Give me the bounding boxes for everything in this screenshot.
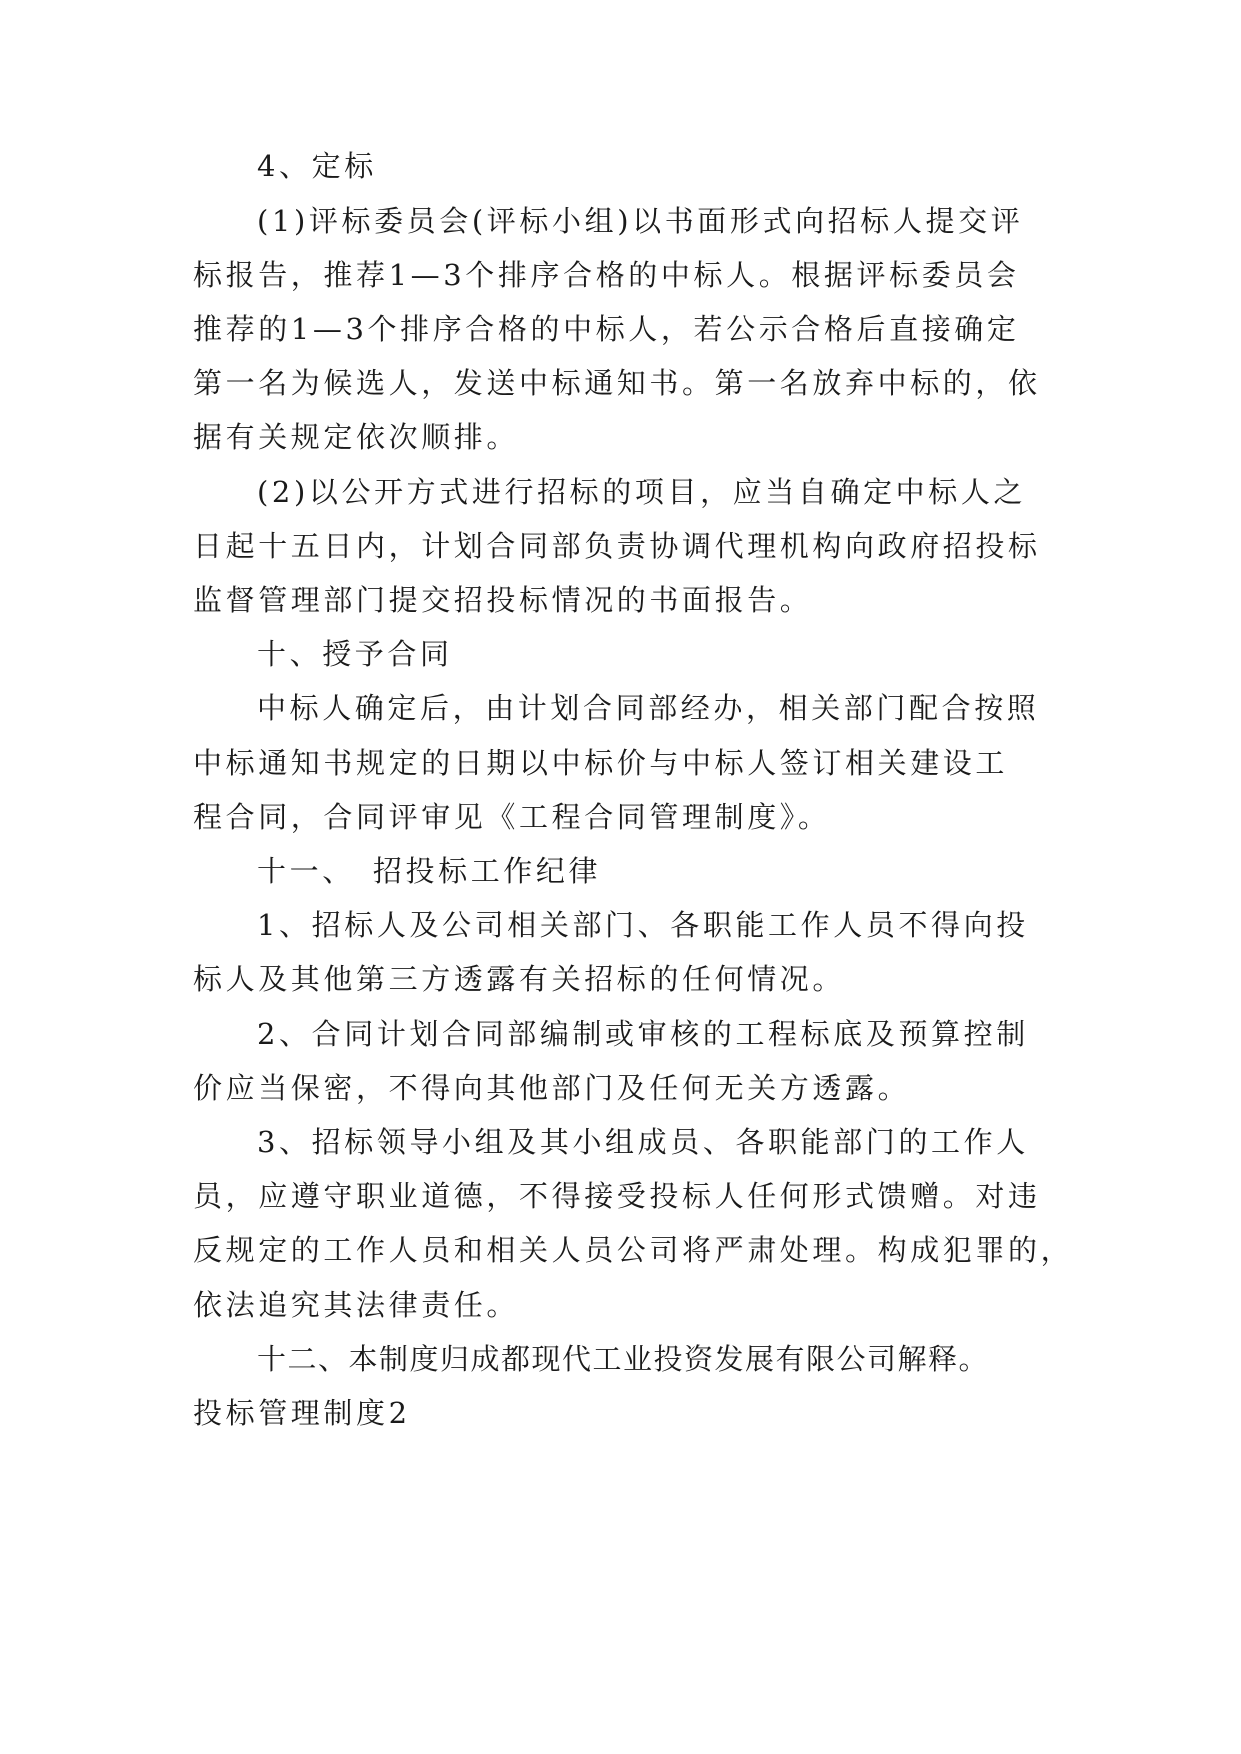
paragraph-line: 监督管理部门提交招投标情况的书面报告。 (193, 583, 813, 617)
section-heading-12: 十二、本制度归成都现代工业投资发展有限公司解释。 (257, 1342, 990, 1376)
paragraph-line: (2)以公开方式进行招标的项目，应当自确定中标人之 (257, 475, 1027, 509)
paragraph-line: 推荐的1—3个排序合格的中标人，若公示合格后直接确定 (193, 312, 1020, 346)
paragraph-line: 标报告，推荐1—3个排序合格的中标人。根据评标委员会 (193, 258, 1020, 292)
paragraph-line: 据有关规定依次顺排。 (193, 420, 520, 454)
paragraph-line: 程合同，合同评审见《工程合同管理制度》。 (193, 800, 831, 834)
section-heading-10: 十、授予合同 (257, 637, 453, 671)
paragraph-line: 标人及其他第三方透露有关招标的任何情况。 (193, 962, 846, 996)
heading-4-award: 4、定标 (257, 149, 377, 183)
document-footer-title: 投标管理制度2 (193, 1396, 411, 1430)
paragraph-line: (1)评标委员会(评标小组)以书面形式向招标人提交评 (257, 204, 1024, 238)
paragraph-line: 2、合同计划合同部编制或审核的工程标底及预算控制 (257, 1017, 1029, 1051)
paragraph-line: 日起十五日内，计划合同部负责协调代理机构向政府招投标 (193, 529, 1041, 563)
paragraph-line: 3、招标领导小组及其小组成员、各职能部门的工作人 (257, 1125, 1029, 1159)
paragraph-line: 中标通知书规定的日期以中标价与中标人签订相关建设工 (193, 746, 1009, 780)
paragraph-line: 第一名为候选人，发送中标通知书。第一名放弃中标的，依 (193, 366, 1041, 400)
paragraph-line: 价应当保密，不得向其他部门及任何无关方透露。 (193, 1071, 911, 1105)
section-heading-11: 十一、 招投标工作纪律 (257, 854, 602, 888)
paragraph-line: 依法追究其法律责任。 (193, 1288, 520, 1322)
paragraph-line: 1、招标人及公司相关部门、各职能工作人员不得向投 (257, 908, 1029, 942)
paragraph-line: 中标人确定后，由计划合同部经办，相关部门配合按照 (257, 691, 1040, 725)
paragraph-line: 反规定的工作人员和相关人员公司将严肃处理。构成犯罪的， (193, 1233, 1074, 1267)
paragraph-line: 员，应遵守职业道德，不得接受投标人任何形式馈赠。对违 (193, 1179, 1041, 1213)
